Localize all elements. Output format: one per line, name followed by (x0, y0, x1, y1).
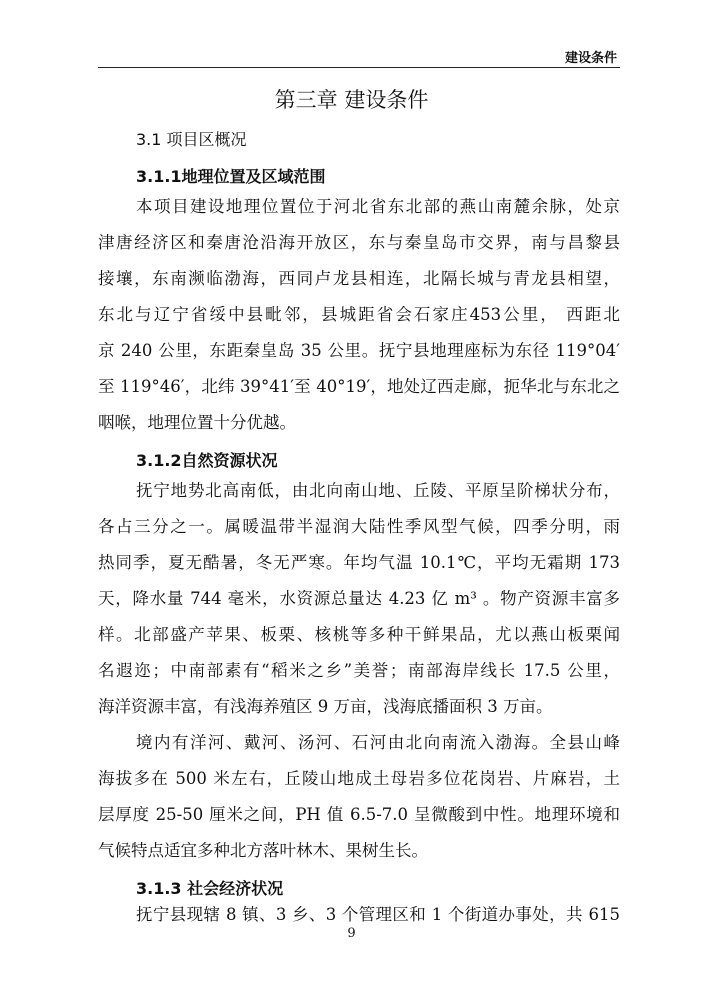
paragraph-line: 接壤，东南濒临渤海，西同卢龙县相连，北隔长城与青龙县相望， (98, 269, 620, 288)
paragraph-line: 气候特点适宜多种北方落叶林木、果树生长。 (98, 841, 428, 860)
chapter-title: 第三章 建设条件 (274, 88, 429, 112)
header-divider (98, 67, 620, 68)
subsection-heading-resources: 3.1.2自然资源状况 (136, 451, 278, 470)
paragraph-line: 样。北部盛产苹果、板栗、核桃等多种干鲜果品，尤以燕山板栗闻 (98, 625, 620, 644)
paragraph-line: 热同季，夏无酷暑，冬无严寒。年均气温 10.1℃，平均无霜期 173 (98, 553, 620, 572)
paragraph-line: 抚宁县现辖 8 镇、3 乡、3 个管理区和 1 个街道办事处，共 615 (136, 905, 620, 924)
paragraph-line: 各占三分之一。属暖温带半湿润大陆性季风型气候，四季分明，雨 (98, 517, 620, 536)
paragraph-line: 名遐迩；中南部素有“稻米之乡”美誉；南部海岸线长 17.5 公里， (98, 661, 620, 680)
paragraph-line: 天，降水量 744 毫米，水资源总量达 4.23 亿 m³ 。物产资源丰富多 (98, 589, 620, 608)
paragraph-line: 东北与辽宁省绥中县毗邻，县城距省会石家庄453公里， 西距北 (98, 305, 620, 324)
paragraph-line: 至 119°46′，北纬 39°41′至 40°19′，地处辽西走廊，扼华北与东北之 (98, 377, 620, 396)
paragraph-line: 海拔多在 500 米左右，丘陵山地成土母岩多位花岗岩、片麻岩，土 (98, 769, 620, 788)
paragraph-line: 京 240 公里，东距秦皇岛 35 公里。抚宁县地理座标为东径 119°04′ (98, 341, 620, 360)
paragraph-line: 本项目建设地理位置位于河北省东北部的燕山南麓余脉，处京 (136, 197, 620, 216)
paragraph-line: 境内有洋河、戴河、汤河、石河由北向南流入渤海。全县山峰 (136, 733, 620, 752)
section-heading: 3.1 项目区概况 (136, 130, 247, 149)
page-number: 9 (347, 926, 356, 941)
running-header: 建设条件 (564, 51, 617, 66)
paragraph-line: 咽喉，地理位置十分优越。 (98, 413, 296, 432)
subsection-heading-economy: 3.1.3 社会经济状况 (136, 879, 284, 898)
paragraph-line: 层厚度 25-50 厘米之间，PH 值 6.5-7.0 呈微酸到中性。地理环境和 (98, 805, 620, 824)
paragraph-line: 海洋资源丰富，有浅海养殖区 9 万亩，浅海底播面积 3 万亩。 (98, 697, 553, 716)
subsection-heading-location: 3.1.1地理位置及区域范围 (136, 167, 326, 186)
paragraph-line: 津唐经济区和秦唐沧沿海开放区，东与秦皇岛市交界，南与昌黎县 (98, 233, 620, 252)
paragraph-line: 抚宁地势北高南低，由北向南山地、丘陵、平原呈阶梯状分布， (136, 481, 620, 500)
